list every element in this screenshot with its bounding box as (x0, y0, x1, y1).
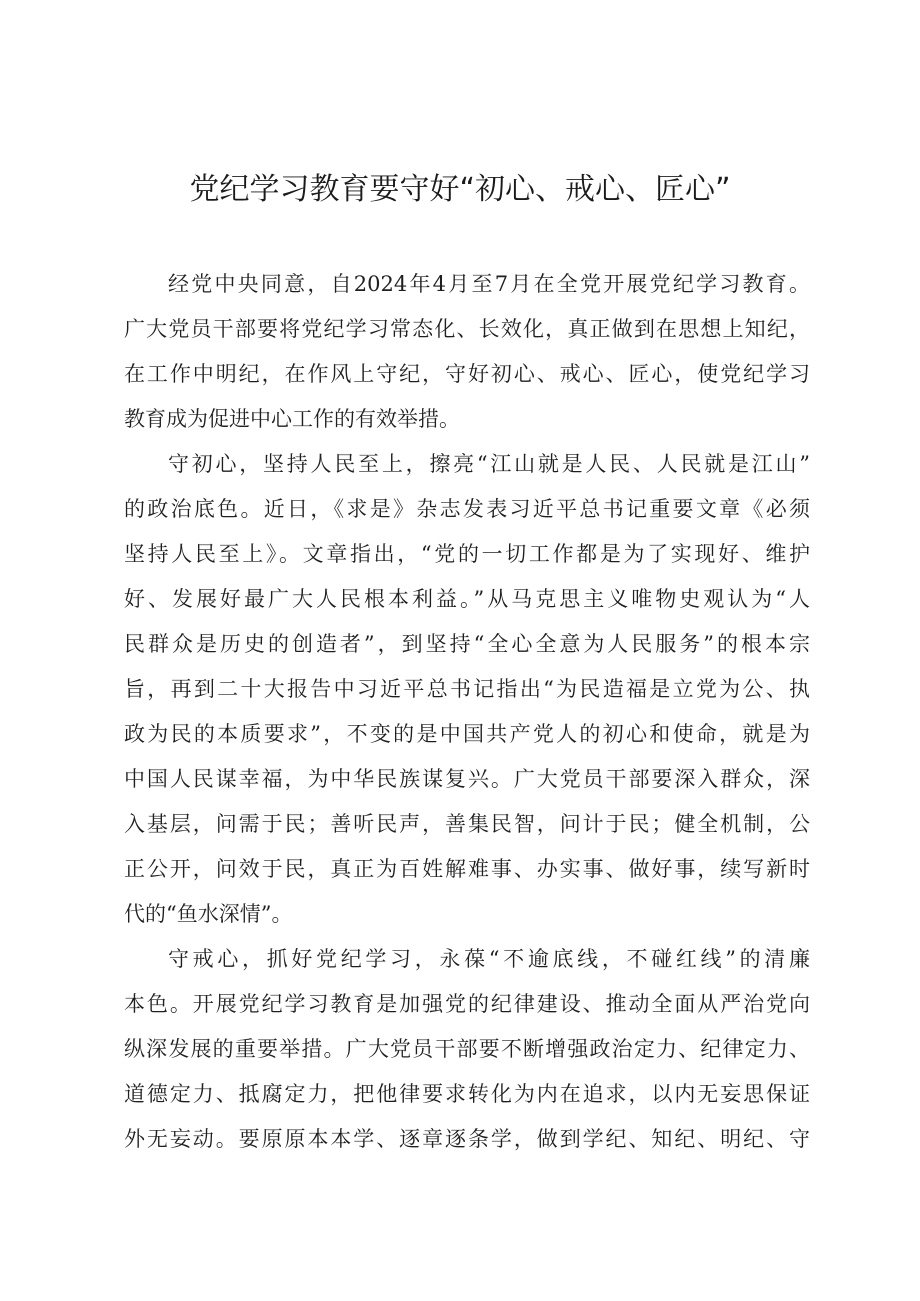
text-line: 外无妄动。要原原本本学、逐章逐条学，做到学纪、知纪、明纪、守 (124, 1127, 810, 1151)
text-line: 的政治底色。近日，《求是》杂志发表习近平总书记重要文章《必须 (124, 497, 810, 521)
document-body (124, 262, 810, 1162)
text-line: 民群众是历史的创造者”，到坚持“全心全意为人民服务”的根本宗 (124, 632, 810, 656)
paragraph-jiexin (124, 937, 810, 1162)
text-line: 中国人民谋幸福，为中华民族谋复兴。广大党员干部要深入群众，深 (124, 767, 810, 791)
text-line: 正公开，问效于民，真正为百姓解难事、办实事、做好事，续写新时 (124, 857, 810, 881)
text-line: 本色。开展党纪学习教育是加强党的纪律建设、推动全面从严治党向 (124, 992, 810, 1016)
document-title: 党纪学习教育要守好“初心、戒心、匠心” (189, 172, 731, 207)
text-line: 坚持人民至上》。文章指出，“党的一切工作都是为了实现好、维护 (124, 542, 810, 566)
text-line: 代的“鱼水深情”。 (124, 902, 293, 926)
text-line: 教育成为促进中心工作的有效举措。 (124, 407, 460, 431)
text-line: 纵深发展的重要举措。广大党员干部要不断增强政治定力、纪律定力、 (124, 1037, 810, 1061)
text-line: 在工作中明纪，在作风上守纪，守好初心、戒心、匠心，使党纪学习 (124, 362, 810, 386)
text-line: 好、发展好最广大人民根本利益。”从马克思主义唯物史观认为“人 (124, 587, 810, 611)
text-line: 广大党员干部要将党纪学习常态化、长效化，真正做到在思想上知纪， (124, 317, 810, 341)
text-line: 道德定力、抵腐定力，把他律要求转化为内在追求，以内无妄思保证 (124, 1082, 810, 1106)
text-line: 政为民的本质要求”，不变的是中国共产党人的初心和使命，就是为 (124, 722, 810, 746)
paragraph-chuxin (124, 442, 810, 937)
text-line: 守初心，坚持人民至上，擦亮“江山就是人民、人民就是江山” (168, 452, 810, 476)
text-line: 经党中央同意，自2024年4月至7月在全党开展党纪学习教育。 (168, 272, 810, 296)
text-line: 入基层，问需于民；善听民声，善集民智，问计于民；健全机制，公 (124, 812, 810, 836)
paragraph-intro (124, 262, 810, 442)
text-line: 守戒心，抓好党纪学习，永葆“不逾底线，不碰红线”的清廉 (168, 947, 810, 971)
text-line: 旨，再到二十大报告中习近平总书记指出“为民造福是立党为公、执 (124, 677, 810, 701)
